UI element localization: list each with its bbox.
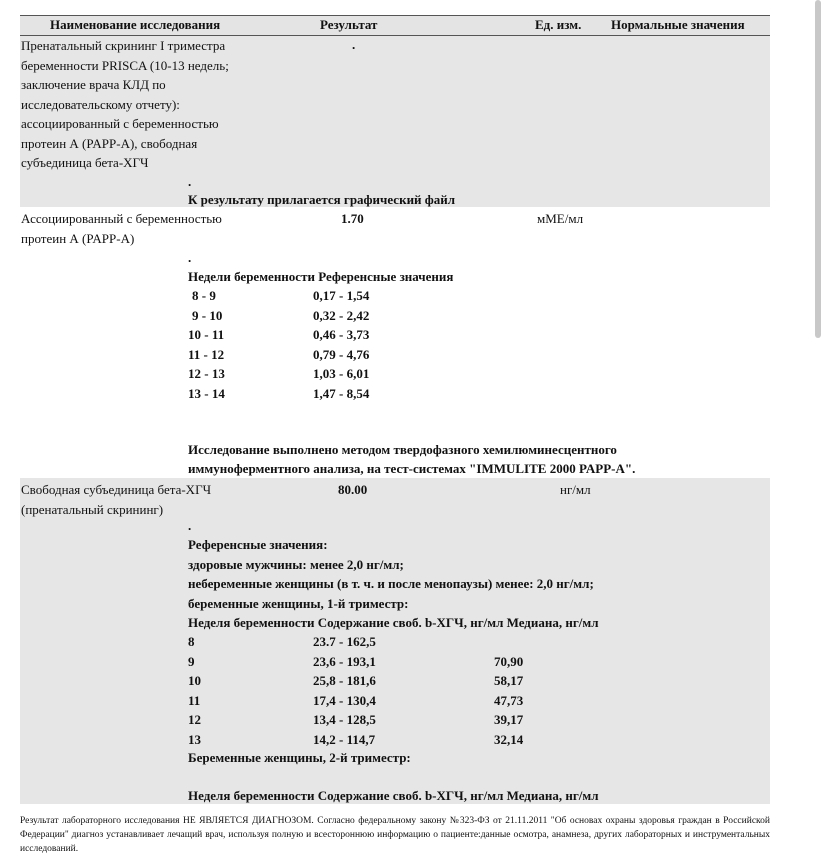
hcg-ref-trim1: беременные женщины, 1-й триместр: xyxy=(188,595,409,611)
hcg-row-week: 8 xyxy=(188,634,195,649)
prisca-dot: . xyxy=(188,174,192,189)
hcg-row-week: 10 xyxy=(188,673,201,688)
col-name-header: Наименование исследования xyxy=(50,17,221,32)
pappa-ref-week: 11 - 12 xyxy=(188,346,225,362)
hcg-row-range: 23,6 - 193,1 xyxy=(313,653,376,669)
hcg-name-line: (пренатальный скрининг) xyxy=(21,501,164,517)
prisca-name-line: ассоциированный с беременностью xyxy=(21,116,219,131)
hcg-row-week: 11 xyxy=(188,692,201,708)
disclaimer-footer: Результат лабораторного исследования НЕ ЯВЛЯЕТСЯ ДИАГНОЗОМ. Согласно федеральному закону №323-ФЗ от 21.11.2011 "Об основах охраны здоровья граждан в Российской Федерации" диагноз устанавливает лечащий врач, используя полную и всестороннюю информацию о пациенте:данные осмотра, анамнеза, других лабораторных и инструментальных исследований. xyxy=(20,816,770,854)
pappa-ref-week: 8 - 9 xyxy=(192,288,216,303)
prisca-name-line: Пренатальный скрининг I триместра xyxy=(21,38,226,53)
pappa-name-line: Ассоциированный с беременностью xyxy=(21,211,222,226)
hcg-row-range: 25,8 - 181,6 xyxy=(313,673,376,688)
hcg-row-week: 13 xyxy=(188,731,201,747)
hcg-row-median: 47,73 xyxy=(494,692,524,708)
hcg-row-median: 39,17 xyxy=(494,712,524,727)
vertical-scrollbar[interactable] xyxy=(815,0,821,338)
pappa-ref-range: 1,47 - 8,54 xyxy=(313,385,370,401)
hcg-table-header: Неделя беременности Содержание своб. b-ХГЧ, нг/мл Медиана, нг/мл xyxy=(188,615,599,630)
prisca-name-line: заключение врача КЛД по xyxy=(21,77,166,92)
hcg-row-week: 12 xyxy=(188,712,201,727)
pappa-unit: мМЕ/мл xyxy=(537,211,584,226)
hcg-row-range: 14,2 - 114,7 xyxy=(313,731,376,747)
pappa-ref-range: 0,46 - 3,73 xyxy=(313,327,370,342)
hcg-unit: нг/мл xyxy=(560,482,591,497)
col-norm-header: Нормальные значения xyxy=(611,17,745,32)
hcg-ref-title: Референсные значения: xyxy=(188,537,328,552)
prisca-name-line: протеин А (PAPP-A), свободная xyxy=(21,135,198,151)
hcg-row-range: 23.7 - 162,5 xyxy=(313,634,376,649)
hcg-name-line: Свободная субъединица бета-ХГЧ xyxy=(21,482,212,497)
pappa-method-line: иммуноферментного анализа, на тест-системах "IMMULITE 2000 PAPP-A". xyxy=(188,461,636,476)
prisca-note: К результату прилагается графический файл xyxy=(188,192,456,207)
hcg-ref-nonpregnant: небеременные женщины (в т. ч. и после менопаузы) менее: 2,0 нг/мл; xyxy=(188,576,594,591)
pappa-ref-week: 10 - 11 xyxy=(188,327,225,342)
pappa-ref-range: 0,32 - 2,42 xyxy=(313,307,370,323)
prisca-name-line: субъединица бета-ХГЧ xyxy=(21,155,149,170)
pappa-name-line: протеин А (PAPP-A) xyxy=(21,230,135,246)
pappa-method-line: Исследование выполнено методом твердофазного хемилюминесцентного xyxy=(188,442,617,457)
pappa-dot: . xyxy=(188,250,192,265)
pappa-result: 1.70 xyxy=(341,211,364,226)
pappa-ref-week: 13 - 14 xyxy=(188,385,225,401)
prisca-result: . xyxy=(352,37,356,52)
hcg-row-median: 58,17 xyxy=(494,673,524,688)
hcg-result: 80.00 xyxy=(338,482,368,497)
hcg-dot: . xyxy=(188,518,192,533)
hcg-row-range: 17,4 - 130,4 xyxy=(313,692,376,708)
hcg-ref-trim2: Беременные женщины, 2-й триместр: xyxy=(188,750,411,765)
hcg-row-range: 13,4 - 128,5 xyxy=(313,712,376,727)
prisca-name-line: исследовательскому отчету): xyxy=(21,96,180,112)
pappa-ref-range: 1,03 - 6,01 xyxy=(313,366,370,381)
hcg-table-header-2: Неделя беременности Содержание своб. b-ХГЧ, нг/мл Медиана, нг/мл xyxy=(188,788,599,803)
pappa-ref-header: Недели беременности Референсные значения xyxy=(188,269,454,284)
pappa-ref-week: 9 - 10 xyxy=(192,307,223,323)
col-result-header: Результат xyxy=(320,17,378,32)
hcg-row-median: 70,90 xyxy=(494,653,524,669)
table-header xyxy=(20,15,770,36)
col-unit-header: Ед. изм. xyxy=(535,17,582,32)
hcg-row-week: 9 xyxy=(188,653,195,669)
pappa-ref-week: 12 - 13 xyxy=(188,366,225,381)
hcg-row-median: 32,14 xyxy=(494,731,524,747)
prisca-name-line: беременности PRISCA (10-13 недель; xyxy=(21,57,229,73)
hcg-ref-men: здоровые мужчины: менее 2,0 нг/мл; xyxy=(188,556,404,572)
pappa-ref-range: 0,79 - 4,76 xyxy=(313,346,370,362)
pappa-ref-range: 0,17 - 1,54 xyxy=(313,288,370,303)
